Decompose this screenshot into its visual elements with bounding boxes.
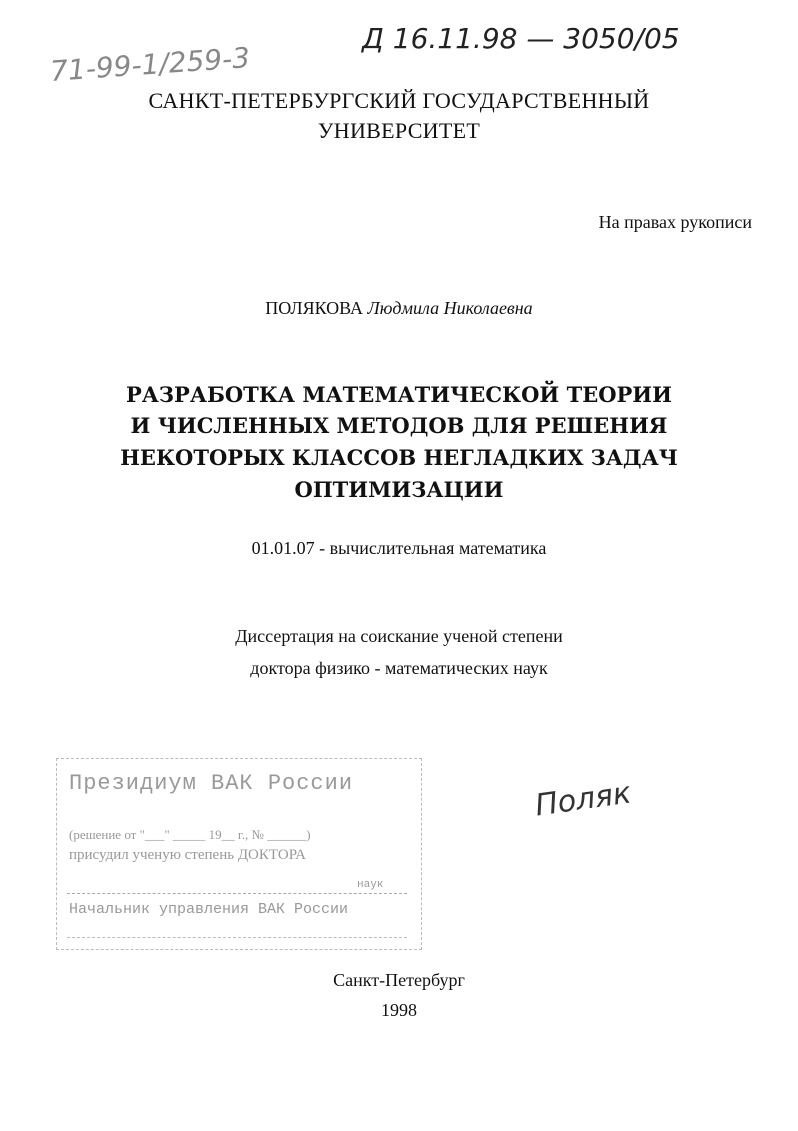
title-line-1: РАЗРАБОТКА МАТЕМАТИЧЕСКОЙ ТЕОРИИ — [126, 382, 672, 407]
handwritten-registration-number: Д 16.11.98 — 3050/05 — [362, 22, 680, 55]
university-name-line1: САНКТ-ПЕТЕРБУРГСКИЙ ГОСУДАРСТВЕННЫЙ — [148, 88, 650, 113]
handwritten-archive-code: 71-99-1/259-3 — [49, 41, 251, 88]
degree-line-1: Диссертация на соискание ученой степени — [235, 626, 563, 646]
stamp-line-3: присудил ученую степень ДОКТОРА — [69, 847, 306, 863]
title-line-4: ОПТИМИЗАЦИИ — [294, 477, 504, 502]
manuscript-note: На правах рукописи — [598, 212, 752, 232]
stamp-line-2: (решение от "___" _____ 19__ г., № ______) — [69, 827, 311, 842]
author — [0, 298, 798, 319]
vak-stamp — [56, 758, 422, 950]
title-line-2: И ЧИСЛЕННЫХ МЕТОДОВ ДЛЯ РЕШЕНИЯ — [130, 413, 668, 438]
signature: Поляк — [533, 775, 634, 824]
stamp-line-4: наук — [357, 879, 384, 891]
university-name-line2: УНИВЕРСИТЕТ — [317, 118, 481, 143]
degree-line-2: доктора физико - математических наук — [250, 658, 548, 678]
year: 1998 — [381, 1000, 417, 1020]
stamp-line-5: Начальник управления ВАК России — [69, 901, 349, 918]
title-line-3: НЕКОТОРЫХ КЛАССОВ НЕГЛАДКИХ ЗАДАЧ — [120, 445, 678, 470]
stamp-line-1: Президиум ВАК России — [69, 771, 354, 796]
author-name: Людмила Николаевна — [367, 298, 533, 318]
specialty: 01.01.07 - вычислительная математика — [251, 538, 547, 558]
city: Санкт-Петербург — [333, 970, 465, 990]
author-surname: ПОЛЯКОВА — [265, 298, 364, 318]
